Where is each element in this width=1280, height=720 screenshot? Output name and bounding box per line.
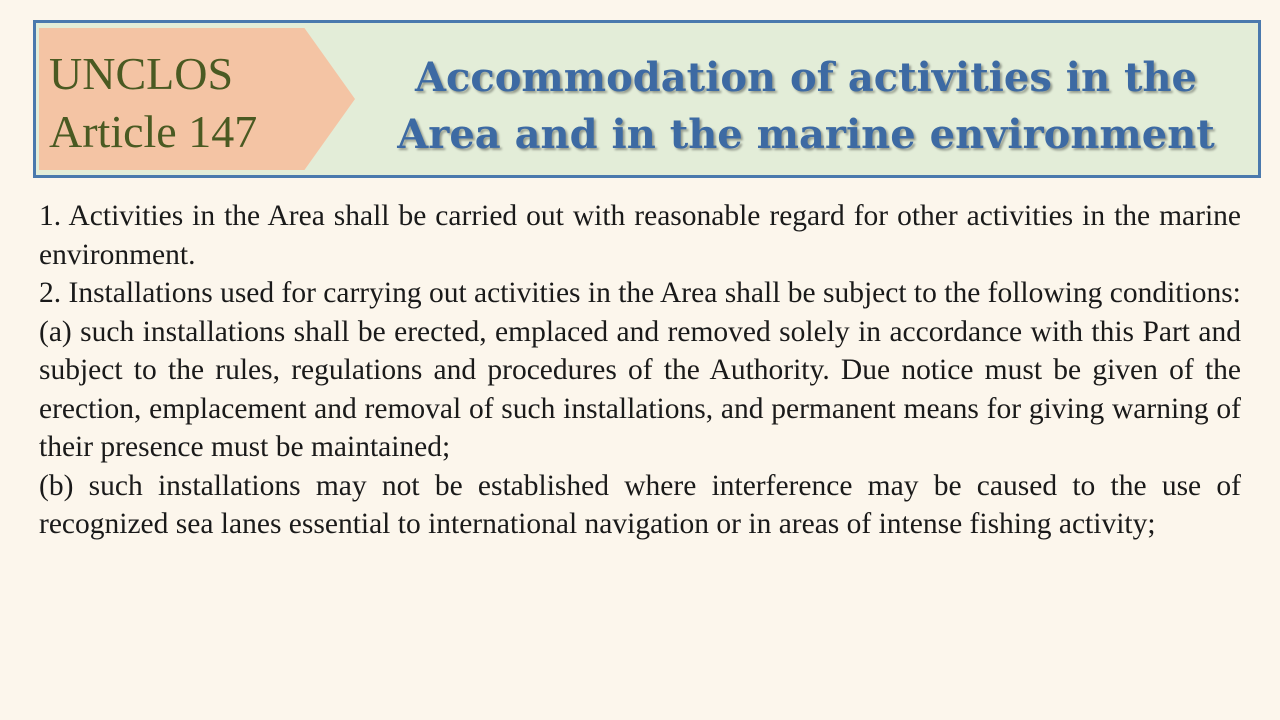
header-banner <box>33 20 1261 178</box>
paragraph-2a: (a) such installations shall be erected, emplaced and removed solely in accordance with this Part and subject to the rules, regulations and procedures of the Authority. Due notice must be given of the erection, emplacement and removal of such installations, and permanent means for giving warning of their presence must be maintained; <box>39 315 1241 463</box>
page-title-line-1: Accommodation of activities in the <box>415 54 1197 101</box>
paragraph-2: 2. Installations used for carrying out activities in the Area shall be subject to the following conditions: <box>39 277 1241 309</box>
article-label-line-2: Article 147 <box>49 106 258 157</box>
paragraph-2b: (b) such installations may not be established where interference may be caused to the use of recognized sea lanes essential to international navigation or in areas of intense fishing activity; <box>39 469 1241 540</box>
paragraph-1: 1. Activities in the Area shall be carried out with reasonable regard for other activities in the marine environment. <box>39 200 1241 271</box>
page-title <box>361 49 1251 163</box>
page-title-line-2: Area and in the marine environment <box>397 111 1215 158</box>
article-body <box>39 197 1241 544</box>
article-label <box>49 45 257 161</box>
article-label-line-1: UNCLOS <box>49 48 234 99</box>
